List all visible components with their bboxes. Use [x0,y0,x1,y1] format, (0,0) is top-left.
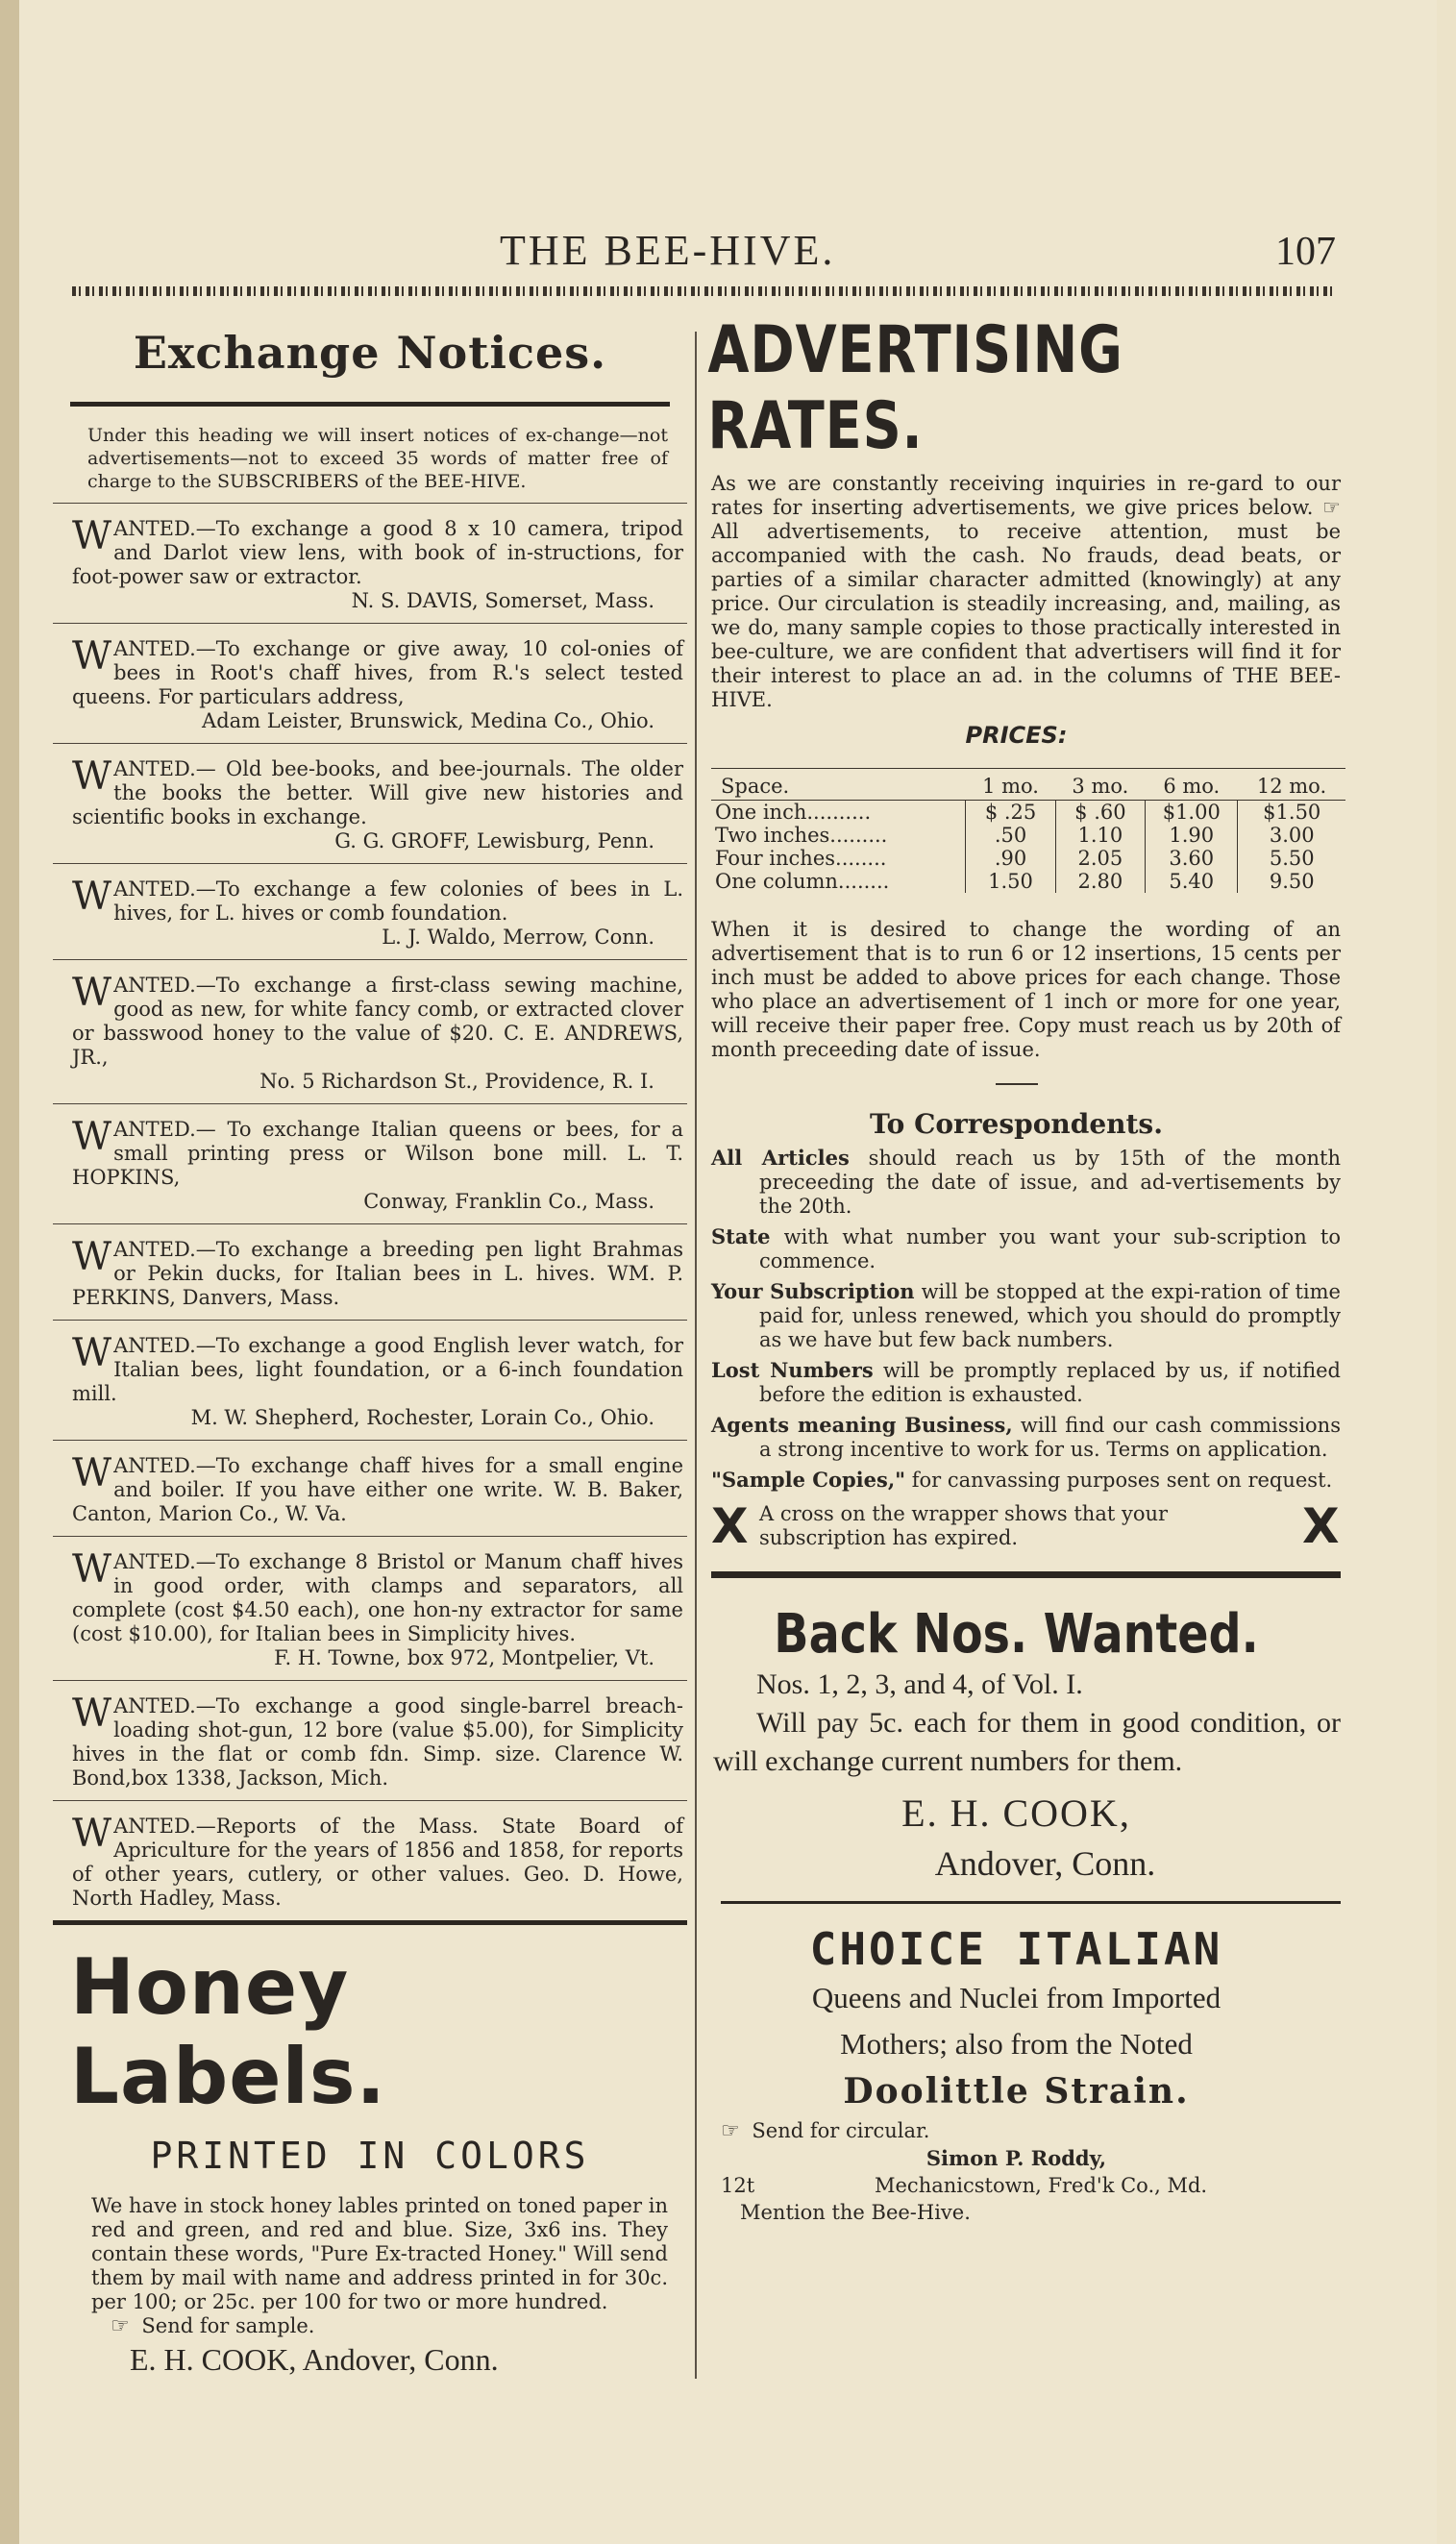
notice-dropcap: W [72,1331,112,1375]
correspondent-text: will find our cash commissions a strong incentive to work for us. Terms on application. [759,1414,1341,1461]
notice-dropcap: W [72,1451,112,1495]
notice-body: ANTED.—To exchange a good English lever watch, for Italian bees, light foundation, or a 6-inch foundation mill. [72,1334,683,1405]
rates-cell: $ .60 [1055,801,1145,825]
correspondent-item [692,1146,1341,1219]
honey-labels-subtitle: PRINTED IN COLORS [150,2135,590,2177]
correspondent-lead: State [711,1224,771,1248]
notice-text [72,754,683,829]
notice-body: ANTED.—To exchange a breeding pen light Brahmas or Pekin ducks, for Italian bees in L. hives. WM. P. PERKINS, Danvers, Mass. [72,1238,683,1309]
short-rule [996,1083,1038,1085]
notice-item [53,753,687,853]
notice-dropcap: W [72,1692,112,1736]
notice-item [53,633,687,733]
exchange-notices-title: Exchange Notices. [133,327,607,379]
notice-body: ANTED.— Old bee-books, and bee-journals. The older the books the better. Will give new histories and scientific books in exchange. [72,757,683,828]
notice-text [72,1694,683,1791]
rates-body [711,801,1345,894]
notice-signature: Adam Leister, Brunswick, Medina Co., Ohio. [202,709,654,732]
rates-row [711,801,1345,825]
prices-label: PRICES: [965,722,1068,749]
page [19,0,1437,2544]
heavy-rule [70,402,670,407]
divider [53,1800,687,1801]
notice-item [53,874,687,950]
choice-line1: Queens and Nuclei from Imported [811,1981,1222,2014]
divider [53,1680,687,1681]
correspondent-lead: Your Subscription [711,1279,915,1303]
notice-item [53,1114,687,1214]
notice-item [53,1811,687,1911]
notice-dropcap: W [72,754,112,799]
notice-text [72,1451,683,1526]
correspondent-text: will be promptly replaced by us, if notified before the edition is exhausted. [759,1359,1341,1406]
rates-row [711,824,1345,847]
notice-text [72,1812,683,1911]
notice-item [53,1546,687,1670]
divider [53,623,687,624]
page-number: 107 [1275,230,1336,274]
divider [53,1223,687,1224]
ornamental-rule [72,286,1336,296]
doolittle-strain: Doolittle Strain. [843,2071,1190,2112]
rates-cell: .90 [966,847,1055,870]
back-nos-title: Back Nos. Wanted. [774,1603,1259,1666]
notice-text [72,1547,683,1646]
notice-signature: L. J. Waldo, Merrow, Conn. [382,926,654,949]
divider [53,1536,687,1537]
choice-address-line [692,2172,1341,2199]
notice-text [72,877,683,926]
notice-body: ANTED.—To exchange 8 Bristol or Manum chaff hives in good order, with clamps and separators, all complete (cost $4.50 each), one hon-ny extractor for same (cost $10.00), for Italian bees in Simplicity hives. [72,1550,683,1645]
rates-header-3mo: 3 mo. [1055,769,1145,801]
cross-mark-left: X [711,1497,749,1554]
rates-cell: 5.40 [1146,870,1238,893]
advertising-wording-note: When it is desired to change the wording of an advertisement that is to run 6 or 12 insertions, 15 cents per inch must be added to above prices for each change. Those who place an advertisement of 1 inch or more for one year, will receive their paper free. Copy must reach us by 20th of month preceeding date of issue. [711,918,1341,1061]
rates-table [711,768,1345,893]
choice-name: Simon P. Roddy, [925,2146,1107,2170]
honey-labels-title: Honey Labels. [70,1942,386,2121]
notice-text [72,1115,683,1190]
rates-cell: 1.50 [966,870,1055,893]
notice-signature: No. 5 Richardson St., Providence, R. I. [259,1070,654,1093]
notice-body: ANTED.— To exchange Italian queens or bees, for a small printing press or Wilson bone mill. L. T. HOPKINS, [72,1118,683,1189]
heavy-band [711,1571,1341,1578]
honey-labels-body: We have in stock honey lables printed on toned paper in red and green, and red and blue. Size, 3x6 ins. They contain these words, "Pure Ex-tracted Honey." Will send them by mail with name and address printed in for 30c. per 100; or 25c. per 100 for two or more hundred. [91,2194,668,2313]
back-nos-signature: E. H. COOK, [901,1791,1131,1835]
notice-dropcap: W [72,875,112,919]
notice-body: ANTED.—To exchange a good single-barrel breach-loading shot-gun, 12 bore (value $5.00), for Simplicity hives in the flat or comb fdn. Simp. size. Clarence W. Bond,box 1338, Jackson, Mich. [72,1694,683,1790]
cross-notice [692,1497,1341,1554]
divider [53,863,687,864]
notice-text [72,514,683,589]
rates-cell: 3.00 [1238,824,1345,847]
notice-dropcap: W [72,1115,112,1159]
notice-signature: G. G. GROFF, Lewisburg, Penn. [334,829,654,852]
choice-line2: Mothers; also from the Noted [840,2027,1193,2061]
notice-item [53,1234,687,1310]
exchange-intro: Under this heading we will insert notices of ex-change—not advertisements—not to exceed 35 words of matter free of charge to the SUBSCRIBERS of the BEE-HIVE. [87,425,668,492]
pointing-hand-icon: ☞ [111,2314,130,2338]
page-edge [0,0,19,2544]
running-header [58,221,1336,288]
notice-dropcap: W [72,1547,112,1592]
notice-body: ANTED.—To exchange a few colonies of bees in L. hives, for L. hives or comb foundation. [113,877,683,925]
cross-mark-right: X [1302,1497,1340,1554]
correspondent-lead: Lost Numbers [711,1358,874,1382]
notice-signature: N. S. DAVIS, Somerset, Mass. [351,589,654,612]
cross-notice-text: A cross on the wrapper shows that your subscription has expired. [759,1502,1169,1549]
correspondent-text: will be stopped at the expi-ration of time paid for, unless renewed, which you should do promptly as we have but few back numbers. [759,1280,1341,1351]
rates-header-6mo: 6 mo. [1146,769,1238,801]
back-nos-line1: Nos. 1, 2, 3, and 4, of Vol. I. [756,1668,1083,1700]
left-column [53,308,687,2378]
advertising-rates-title: ADVERTISING RATES. [707,312,1123,464]
notice-dropcap: W [72,1812,112,1856]
notice-item [53,970,687,1094]
notice-dropcap: W [72,634,112,679]
pointing-hand-icon: ☞ [721,2119,740,2143]
notice-text [72,634,683,709]
divider [53,503,687,504]
correspondent-item [692,1413,1341,1462]
divider [53,1103,687,1104]
honey-sample-line [53,2314,687,2338]
notice-text [72,971,683,1070]
divider [53,959,687,960]
choice-code: 12t [721,2174,755,2197]
advertising-body: As we are constantly receiving inquiries in re-gard to our rates for inserting advertisements, we give prices below. ☞ All advertisements, to receive attention, must be accompanied with the cash. No frauds, dead beats, or parties of a similar character admitted (knowingly) at any price. Our circulation is steadily increasing, and, mailing, as we do, many sample copies to those practically interested in bee-culture, we are confident that advertisers will find it for their interest to place an ad. in the columns of THE BEE-HIVE. [711,472,1341,711]
rates-header-space: Space. [711,769,966,801]
choice-circular: Send for circular. [752,2119,930,2142]
notice-signature: F. H. Towne, box 972, Montpelier, Vt. [274,1646,654,1669]
back-nos-address: Andover, Conn. [934,1844,1156,1883]
correspondent-item [692,1358,1341,1407]
correspondents-title: To Correspondents. [870,1108,1163,1140]
correspondent-lead: All Articles [711,1146,850,1170]
divider [53,743,687,744]
running-title: THE BEE-HIVE. [500,227,836,274]
notice-item [53,1330,687,1430]
choice-circular-line [692,2117,1341,2145]
heavy-rule [53,1920,687,1925]
rates-cell: 2.80 [1055,870,1145,893]
correspondent-text: with what number you want your sub-scription to commence. [759,1225,1341,1272]
correspondent-text: should reach us by 15th of the month preceeding the date of issue, and ad-vertisements by the 20th. [759,1147,1341,1218]
divider [53,1440,687,1441]
correspondent-item [692,1279,1341,1352]
notice-signature: M. W. Shepherd, Rochester, Lorain Co., Ohio. [190,1406,654,1429]
notice-dropcap: W [72,514,112,558]
rates-cell: 1.90 [1146,824,1238,847]
rates-cell: 5.50 [1238,847,1345,870]
notice-body: ANTED.—To exchange chaff hives for a small engine and boiler. If you have either one write. W. B. Baker, Canton, Marion Co., W. Va. [72,1454,683,1525]
rates-cell: Two inches......... [715,824,888,847]
notice-body: ANTED.—To exchange a good 8 x 10 camera, tripod and Darlot view lens, with book of in-structions, for foot-power saw or extractor. [72,517,683,588]
notice-text [72,1331,683,1406]
rates-cell: One column........ [715,870,890,893]
right-column [692,308,1341,2226]
rates-cell: .50 [966,824,1055,847]
rates-cell: $1.50 [1238,801,1345,825]
honey-sample-text: Send for sample. [141,2314,315,2337]
correspondent-lead: "Sample Copies," [711,1468,906,1492]
notice-signature: Conway, Franklin Co., Mass. [363,1190,654,1213]
notice-text [72,1235,683,1310]
back-nos-line2: Will pay 5c. each for them in good condition, or will exchange current numbers for them. [713,1707,1341,1777]
choice-mention: Mention the Bee-Hive. [740,2201,971,2224]
rates-cell: 3.60 [1146,847,1238,870]
notice-body: ANTED.—Reports of the Mass. State Board of Apriculture for the years of 1856 and 1858, for reports of other years, cutlery, or other values. Geo. D. Howe, North Hadley, Mass. [72,1815,683,1910]
rates-row [711,847,1345,870]
honey-signature: E. H. COOK, Andover, Conn. [130,2342,499,2377]
correspondent-item [692,1224,1341,1273]
notice-item [53,1450,687,1526]
rates-header-1mo: 1 mo. [966,769,1055,801]
correspondents-list [692,1146,1341,1493]
notice-dropcap: W [72,971,112,1015]
rates-row [711,870,1345,893]
rates-cell: $1.00 [1146,801,1238,825]
rates-cell: 9.50 [1238,870,1345,893]
correspondent-text: for canvassing purposes sent on request. [905,1469,1333,1492]
notice-item [53,1691,687,1791]
notice-body: ANTED.—To exchange a first-class sewing machine, good as new, for white fancy comb, or extracted clover or basswood honey to the value of $20. C. E. ANDREWS, JR., [72,974,683,1069]
rates-cell: 2.05 [1055,847,1145,870]
notices-list [53,513,687,1911]
choice-italian-title: CHOICE ITALIAN [809,1923,1223,1975]
rule [721,1901,1341,1904]
correspondent-lead: Agents meaning Business, [711,1413,1013,1437]
rates-cell: One inch.......... [715,801,872,824]
notice-dropcap: W [72,1235,112,1279]
correspondent-item [692,1468,1341,1493]
rates-cell: Four inches........ [715,847,887,870]
notice-item [53,513,687,613]
rates-cell: $ .25 [966,801,1055,825]
rates-cell: 1.10 [1055,824,1145,847]
rates-header-12mo: 12 mo. [1238,769,1345,801]
choice-address: Mechanicstown, Fred'k Co., Md. [875,2174,1208,2197]
notice-body: ANTED.—To exchange or give away, 10 col-onies of bees in Root's chaff hives, from R.'s select tested queens. For particulars address, [72,637,683,708]
divider [53,1320,687,1321]
back-nos-body [692,1666,1341,1781]
